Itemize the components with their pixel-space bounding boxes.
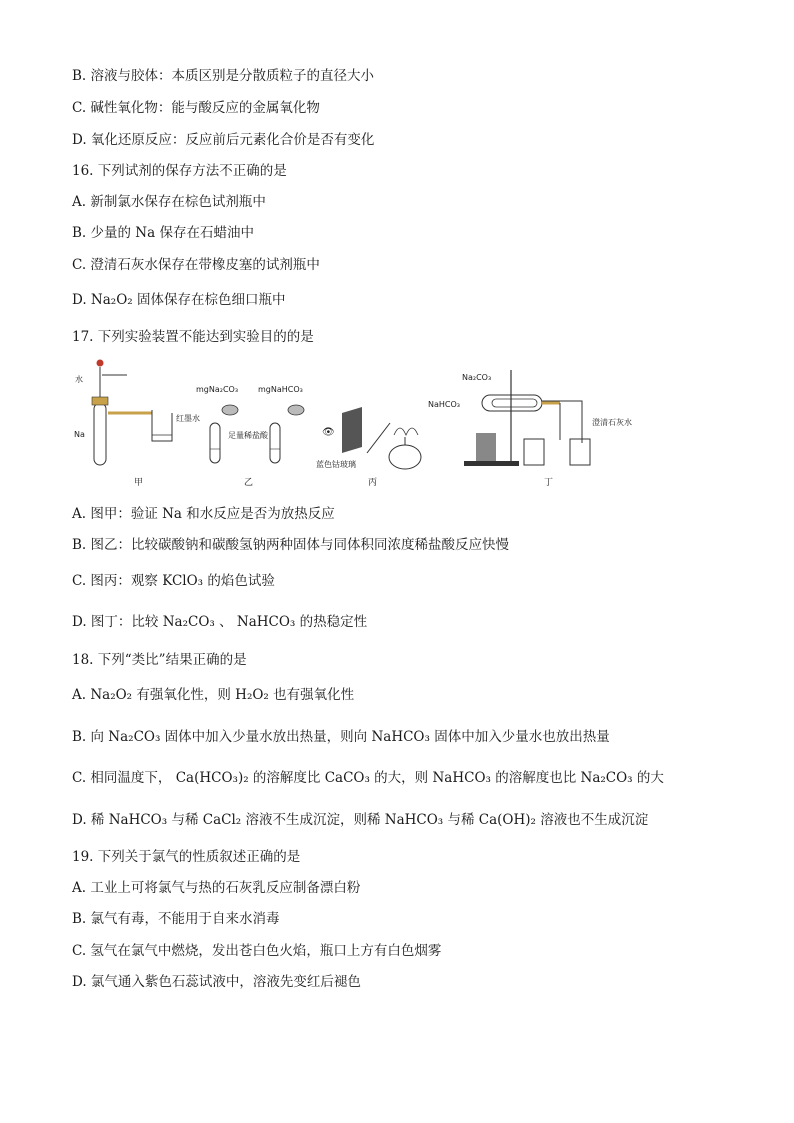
ding-limewater-label: 澄清石灰水 xyxy=(592,418,632,427)
eye-icon: 👁 xyxy=(322,427,335,438)
q15-option-b: B. 溶液与胶体：本质区别是分散质粒子的直径大小 xyxy=(72,68,375,84)
bing-glass-label: 蓝色钴玻璃 xyxy=(316,460,356,469)
q19-option-c: C. 氢气在氯气中燃烧，发出苍白色火焰，瓶口上方有白色烟雾 xyxy=(72,943,442,959)
q17-option-a: A. 图甲：验证 Na 和水反应是否为放热反应 xyxy=(72,506,335,522)
q17-apparatus-figure xyxy=(72,355,632,495)
ding-inner-label: NaHCO₃ xyxy=(428,400,460,409)
q18-stem: 18. 下列“类比”结果正确的是 xyxy=(72,652,247,668)
q19-stem: 19. 下列关于氯气的性质叙述正确的是 xyxy=(72,849,301,865)
q18-option-a: A. Na₂O₂ 有强氧化性，则 H₂O₂ 也有强氧化性 xyxy=(72,687,355,703)
burner xyxy=(476,433,496,461)
bing-caption: 丙 xyxy=(368,478,378,488)
dropper-bulb xyxy=(97,360,104,367)
figure-yi xyxy=(196,385,304,488)
q18-option-b: B. 向 Na₂CO₃ 固体中加入少量水放出热量，则向 NaHCO₃ 固体中加入少量水也放出热量 xyxy=(72,729,610,745)
q19-option-d: D. 氯气通入紫色石蕊试液中，溶液先变红后褪色 xyxy=(72,974,361,990)
jia-ink-label: 红墨水 xyxy=(176,414,200,423)
q17-option-b: B. 图乙：比较碳酸钠和碳酸氢钠两种固体与同体积同浓度稀盐酸反应快慢 xyxy=(72,537,510,553)
figure-jia xyxy=(74,360,200,489)
yi-caption: 乙 xyxy=(244,478,254,488)
jia-caption: 甲 xyxy=(134,478,144,488)
q15-option-d: D. 氧化还原反应：反应前后元素化合价是否有变化 xyxy=(72,132,375,148)
yi-acid-label: 足量稀盐酸 xyxy=(228,431,268,440)
q19-option-a: A. 工业上可将氯气与热的石灰乳反应制备漂白粉 xyxy=(72,880,361,896)
q15-option-c: C. 碱性氧化物：能与酸反应的金属氧化物 xyxy=(72,100,320,116)
q16-option-b: B. 少量的 Na 保存在石蜡油中 xyxy=(72,225,254,241)
q16-stem: 16. 下列试剂的保存方法不正确的是 xyxy=(72,163,287,179)
q17-option-d: D. 图丁：比较 Na₂CO₃ 、 NaHCO₃ 的热稳定性 xyxy=(72,614,368,630)
q18-option-d: D. 稀 NaHCO₃ 与稀 CaCl₂ 溶液不生成沉淀，则稀 NaHCO₃ 与稀 Ca(OH)₂ 溶液也不生成沉淀 xyxy=(72,812,649,828)
ding-caption: 丁 xyxy=(544,478,554,488)
jia-water-label: 水 xyxy=(75,375,83,384)
q19-option-b: B. 氯气有毒，不能用于自来水消毒 xyxy=(72,911,280,927)
yi-tube2-label: mgNaHCO₃ xyxy=(258,385,303,394)
q16-option-c: C. 澄清石灰水保存在带橡皮塞的试剂瓶中 xyxy=(72,257,320,273)
yi-tube1-label: mgNa₂CO₃ xyxy=(196,385,239,394)
q16-option-d: D. Na₂O₂ 固体保存在棕色细口瓶中 xyxy=(72,292,286,308)
jia-na-label: Na xyxy=(74,430,85,439)
q17-stem: 17. 下列实验装置不能达到实验目的的是 xyxy=(72,329,314,345)
ding-top-label: Na₂CO₃ xyxy=(462,373,492,382)
figure-bing xyxy=(316,407,421,488)
figure-ding xyxy=(428,370,632,488)
cobalt-glass xyxy=(342,407,362,453)
q18-option-c: C. 相同温度下， Ca(HCO₃)₂ 的溶解度比 CaCO₃ 的大，则 NaHCO₃ 的溶解度也比 Na₂CO₃ 的大 xyxy=(72,770,664,786)
q16-option-a: A. 新制氯水保存在棕色试剂瓶中 xyxy=(72,194,266,210)
q17-option-c: C. 图丙：观察 KClO₃ 的焰色试验 xyxy=(72,573,275,589)
